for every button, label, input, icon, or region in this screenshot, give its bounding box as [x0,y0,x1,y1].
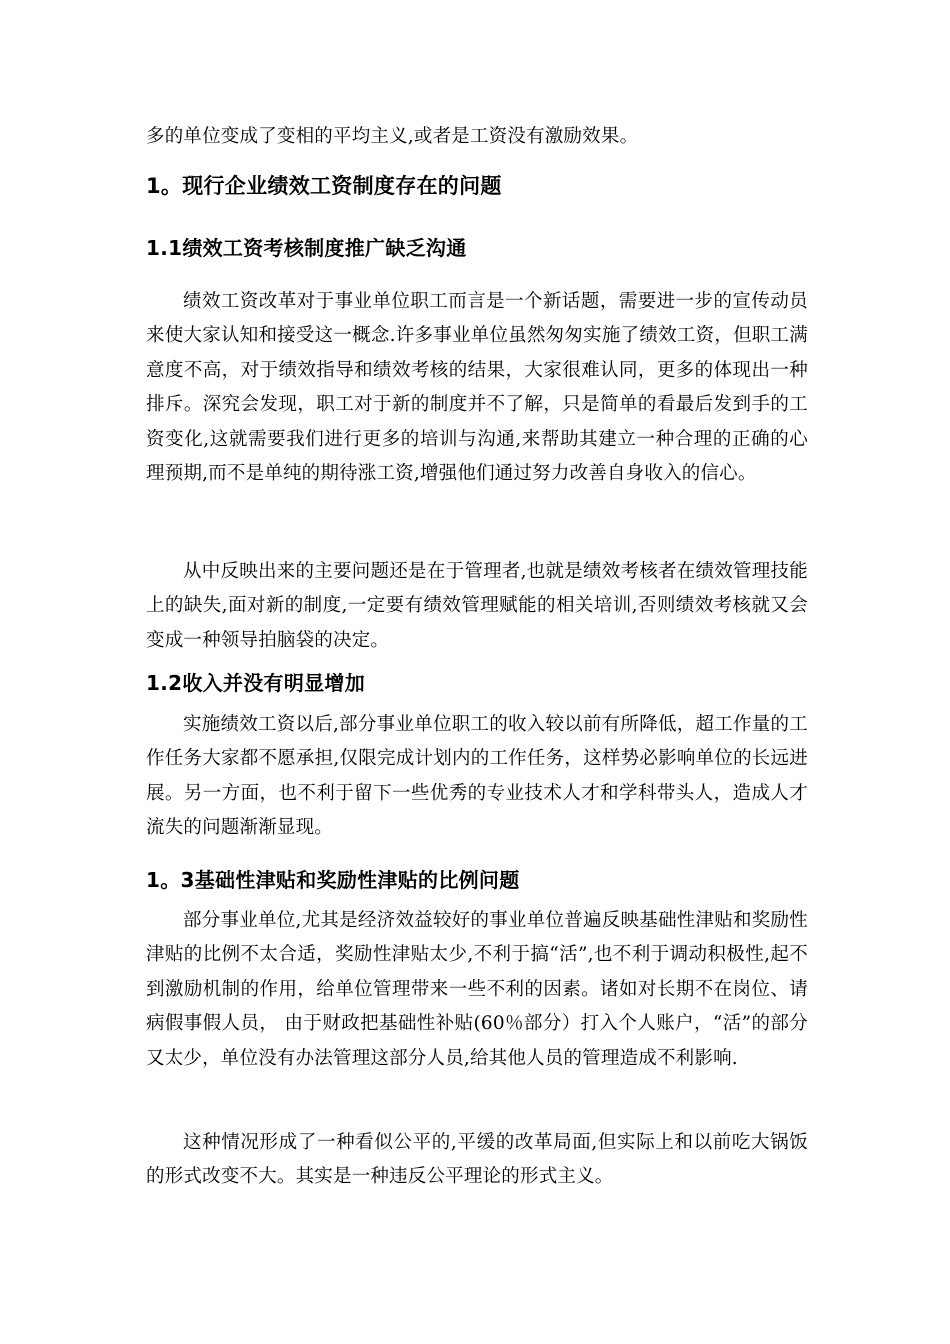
subsection-title-1-3: 1。3基础性津贴和奖励性津贴的比例问题 [146,868,520,892]
paragraph-1-3-a: 部分事业单位,尤其是经济效益较好的事业单位普遍反映基础性津贴和奖励性津贴的比例不太合适，奖励性津贴太少,不利于搞“活”,也不利于调动积极性,起不到激励机制的作用，给单位管理带来一些不利的因素。诸如对长期不在岗位、请病假事假人员， 由于财政把基础性补贴(60％部分）打入个人账户，“活”的部分又太少，单位没有办法管理这部分人员,给其他人员的管理造成不利影响. [146,910,808,1069]
section-title: 1。现行企业绩效工资制度存在的问题 [146,174,502,198]
subsection-title-1-2: 1.2收入并没有明显增加 [146,671,366,695]
subsection-title-1-1: 1.1绩效工资考核制度推广缺乏沟通 [146,236,467,260]
paragraph-1-1-b: 从中反映出来的主要问题还是在于管理者,也就是绩效考核者在绩效管理技能上的缺失,面对新的制度,一定要有绩效管理赋能的相关培训,否则绩效考核就又会变成一种领导拍脑袋的决定。 [146,561,808,651]
paragraph-1-2-a: 实施绩效工资以后,部分事业单位职工的收入较以前有所降低，超工作量的工作任务大家都不愿承担,仅限完成计划内的工作任务，这样势必影响单位的长远进展。另一方面，也不利于留下一些优秀的专业技术人才和学科带头人，造成人才流失的问题渐渐显现。 [146,714,808,839]
intro-paragraph: 多的单位变成了变相的平均主义,或者是工资没有激励效果。 [146,126,639,147]
paragraph-1-1-a: 绩效工资改革对于事业单位职工而言是一个新话题，需要进一步的宣传动员来使大家认知和接受这一概念.许多事业单位虽然匆匆实施了绩效工资，但职工满意度不高，对于绩效指导和绩效考核的结果，大家很难认同，更多的体现出一种排斥。深究会发现，职工对于新的制度并不了解，只是简单的看最后发到手的工资变化,这就需要我们进行更多的培训与沟通,来帮助其建立一种合理的正确的心理预期,而不是单纯的期待涨工资,增强他们通过努力改善自身收入的信心。 [146,291,808,485]
paragraph-1-3-b: 这种情况形成了一种看似公平的,平缓的改革局面,但实际上和以前吃大锅饭的形式改变不大。其实是一种违反公平理论的形式主义。 [146,1132,808,1188]
